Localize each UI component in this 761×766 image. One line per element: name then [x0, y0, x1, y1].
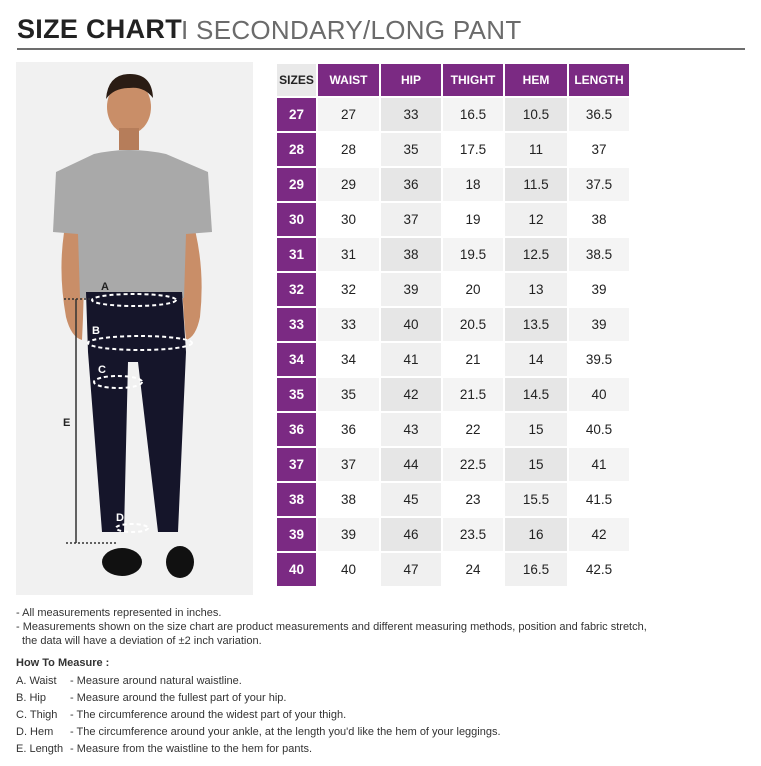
note-deviation: - Measurements shown on the size chart are product measurements and different measuring methods, position and fabric stretch,: [16, 621, 647, 633]
measurement-cell: 24: [442, 552, 504, 587]
list-item: [16, 673, 501, 690]
list-item: [16, 690, 501, 707]
model-figure-panel: [16, 62, 253, 595]
measurement-cell: 40: [568, 377, 630, 412]
table-body: [276, 97, 630, 587]
measure-text: - Measure from the waistline to the hem for pants.: [70, 743, 313, 755]
measurement-cell: 42: [380, 377, 442, 412]
table-header-row: [276, 63, 630, 97]
measure-text: - The circumference around your ankle, at the length you'd like the hem of your leggings.: [70, 726, 501, 738]
measurement-cell: 35: [380, 132, 442, 167]
measurement-cell: 39: [317, 517, 380, 552]
table-row: [276, 552, 630, 587]
header-length: LENGTH: [568, 63, 630, 97]
header-hip: HIP: [380, 63, 442, 97]
model-figure: [16, 62, 253, 595]
size-cell: 31: [276, 237, 317, 272]
size-cell: 32: [276, 272, 317, 307]
measurement-cell: 43: [380, 412, 442, 447]
size-cell: 33: [276, 307, 317, 342]
measurement-cell: 39.5: [568, 342, 630, 377]
measurement-cell: 37: [317, 447, 380, 482]
list-item: [16, 707, 501, 724]
measurement-cell: 13: [504, 272, 568, 307]
measurement-cell: 20: [442, 272, 504, 307]
measure-text: - The circumference around the widest part of your thigh.: [70, 709, 347, 721]
measurement-cell: 34: [317, 342, 380, 377]
table-row: [276, 237, 630, 272]
label-e: E: [63, 417, 71, 429]
table-row: [276, 202, 630, 237]
measurement-cell: 11: [504, 132, 568, 167]
page-header: [17, 12, 745, 50]
table-row: [276, 447, 630, 482]
size-chart-table: [275, 62, 631, 588]
measurement-cell: 15: [504, 447, 568, 482]
measurement-cell: 14.5: [504, 377, 568, 412]
size-cell: 35: [276, 377, 317, 412]
label-a: A: [101, 281, 109, 293]
measurement-cell: 41.5: [568, 482, 630, 517]
header-hem: HEM: [504, 63, 568, 97]
size-cell: 37: [276, 447, 317, 482]
measure-label: D. Hem: [16, 726, 54, 738]
measure-label: C. Thigh: [16, 709, 58, 721]
measurement-cell: 22.5: [442, 447, 504, 482]
measurement-cell: 37: [568, 132, 630, 167]
page-title: SIZE CHART: [17, 14, 182, 44]
header-thigh: THIGHT: [442, 63, 504, 97]
measurement-cell: 39: [568, 272, 630, 307]
measurement-cell: 15: [504, 412, 568, 447]
label-b: B: [92, 325, 100, 337]
measurement-cell: 37.5: [568, 167, 630, 202]
measurement-cell: 41: [568, 447, 630, 482]
size-cell: 28: [276, 132, 317, 167]
measurement-cell: 35: [317, 377, 380, 412]
how-to-measure-title: How To Measure :: [16, 657, 110, 669]
measure-text: - Measure around the fullest part of your hip.: [70, 692, 287, 704]
measurement-cell: 41: [380, 342, 442, 377]
measurement-cell: 21.5: [442, 377, 504, 412]
measurement-cell: 33: [380, 97, 442, 132]
measurement-cell: 21: [442, 342, 504, 377]
measurement-cell: 38.5: [568, 237, 630, 272]
measurement-cell: 20.5: [442, 307, 504, 342]
size-cell: 29: [276, 167, 317, 202]
model-right-shoe: [166, 546, 194, 578]
size-cell: 39: [276, 517, 317, 552]
measurement-cell: 27: [317, 97, 380, 132]
measurement-cell: 18: [442, 167, 504, 202]
measurement-cell: 12: [504, 202, 568, 237]
measurement-cell: 39: [568, 307, 630, 342]
measurement-cell: 40: [317, 552, 380, 587]
measure-text: - Measure around natural waistline.: [70, 675, 242, 687]
measurement-cell: 11.5: [504, 167, 568, 202]
measurement-cell: 33: [317, 307, 380, 342]
measurement-cell: 42: [568, 517, 630, 552]
model-left-shoe: [102, 548, 142, 576]
measurement-cell: 12.5: [504, 237, 568, 272]
header-sizes: SIZES: [276, 63, 317, 97]
size-cell: 30: [276, 202, 317, 237]
list-item: [16, 741, 501, 758]
measurement-cell: 39: [380, 272, 442, 307]
measurement-cell: 17.5: [442, 132, 504, 167]
table-row: [276, 517, 630, 552]
measurement-cell: 37: [380, 202, 442, 237]
model-neck: [119, 128, 139, 150]
size-cell: 36: [276, 412, 317, 447]
measurement-cell: 47: [380, 552, 442, 587]
measurement-cell: 32: [317, 272, 380, 307]
size-cell: 40: [276, 552, 317, 587]
measurement-cell: 19: [442, 202, 504, 237]
table-row: [276, 412, 630, 447]
measurement-cell: 38: [380, 237, 442, 272]
measurement-cell: 40: [380, 307, 442, 342]
table-row: [276, 272, 630, 307]
size-cell: 27: [276, 97, 317, 132]
table-row: [276, 482, 630, 517]
measurement-cell: 13.5: [504, 307, 568, 342]
list-item: [16, 724, 501, 741]
page-subtitle: I SECONDARY/LONG PANT: [181, 15, 522, 45]
table-row: [276, 132, 630, 167]
notes: [16, 606, 746, 648]
note-units: - All measurements represented in inches.: [16, 607, 222, 619]
measure-label: A. Waist: [16, 675, 57, 687]
size-cell: 38: [276, 482, 317, 517]
measurement-cell: 16.5: [504, 552, 568, 587]
measurement-cell: 38: [568, 202, 630, 237]
label-d: D: [116, 512, 124, 524]
measurement-cell: 10.5: [504, 97, 568, 132]
measurement-cell: 19.5: [442, 237, 504, 272]
size-cell: 34: [276, 342, 317, 377]
table-row: [276, 97, 630, 132]
measurement-cell: 31: [317, 237, 380, 272]
model-pants: [86, 292, 186, 532]
table-row: [276, 377, 630, 412]
measurement-cell: 36: [380, 167, 442, 202]
measurement-cell: 16: [504, 517, 568, 552]
measurement-cell: 23: [442, 482, 504, 517]
measurement-cell: 36.5: [568, 97, 630, 132]
measurement-cell: 28: [317, 132, 380, 167]
measurement-cell: 46: [380, 517, 442, 552]
how-to-measure-list: [16, 673, 501, 758]
measurement-cell: 42.5: [568, 552, 630, 587]
table-row: [276, 342, 630, 377]
table-row: [276, 307, 630, 342]
measurement-cell: 22: [442, 412, 504, 447]
table-row: [276, 167, 630, 202]
measurement-cell: 14: [504, 342, 568, 377]
measurement-cell: 16.5: [442, 97, 504, 132]
measurement-cell: 38: [317, 482, 380, 517]
note-deviation-cont: the data will have a deviation of ±2 inch variation.: [22, 635, 262, 647]
measure-label: E. Length: [16, 743, 64, 755]
measurement-cell: 30: [317, 202, 380, 237]
measure-label: B. Hip: [16, 692, 46, 704]
measurement-cell: 40.5: [568, 412, 630, 447]
measurement-cell: 29: [317, 167, 380, 202]
measurement-cell: 45: [380, 482, 442, 517]
measurement-cell: 23.5: [442, 517, 504, 552]
measurement-cell: 15.5: [504, 482, 568, 517]
label-c: C: [98, 364, 106, 376]
measurement-cell: 44: [380, 447, 442, 482]
measurement-cell: 36: [317, 412, 380, 447]
header-waist: WAIST: [317, 63, 380, 97]
